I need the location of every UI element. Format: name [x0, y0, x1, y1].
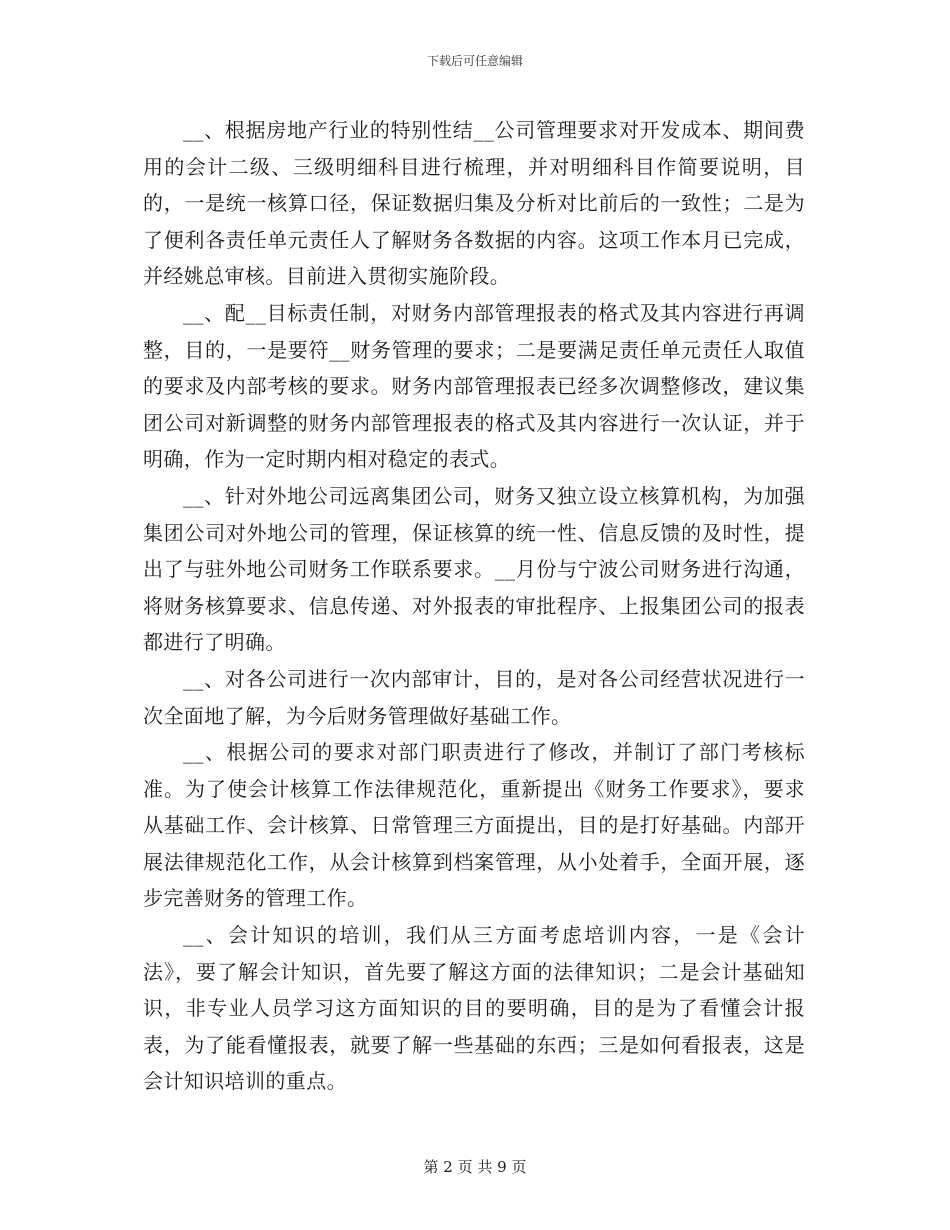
page-footer: 第 2 页 共 9 页 [423, 1158, 527, 1176]
document-body [143, 112, 805, 1100]
paragraph-2: __、配__目标责任制，对财务内部管理报表的格式及其内容进行再调整，目的，一是要符__财务管理的要求；二是要满足责任单元责任人取值的要求及内部考核的要求。财务内部管理报表已经多次调整修改，建议集团公司对新调整的财务内部管理报表的格式及其内容进行一次认证，并于明确，作为一定时期内相对稳定的表式。 [143, 300, 805, 472]
paragraph-4: __、对各公司进行一次内部审计，目的，是对各公司经营状况进行一次全面地了解，为今后财务管理做好基础工作。 [143, 666, 805, 728]
paragraph-1: __、根据房地产行业的特别性结__公司管理要求对开发成本、期间费用的会计二级、三级明细科目进行梳理，并对明细科目作简要说明，目的，一是统一核算口径，保证数据归集及分析对比前后的一致性；二是为了便利各责任单元责任人了解财务各数据的内容。这项工作本月已完成，并经姚总审核。目前进入贯彻实施阶段。 [143, 118, 805, 289]
paragraph-3: __、针对外地公司远离集团公司，财务又独立设立核算机构，为加强集团公司对外地公司的管理，保证核算的统一性、信息反馈的及时性，提出了与驻外地公司财务工作联系要求。__月份与宁波公司财务进行沟通，将财务核算要求、信息传递、对外报表的审批程序、上报集团公司的报表都进行了明确。 [143, 483, 805, 655]
page-header: 下载后可任意编辑 [426, 54, 523, 68]
paragraph-5: __、根据公司的要求对部门职责进行了修改，并制订了部门考核标准。为了使会计核算工作法律规范化，重新提出《财务工作要求》，要求从基础工作、会计核算、日常管理三方面提出，目的是打好基础。内部开展法律规范化工作，从会计核算到档案管理，从小处着手，全面开展，逐步完善财务的管理工作。 [143, 740, 805, 911]
paragraph-6: __、会计知识的培训，我们从三方面考虑培训内容，一是《会计法》，要了解会计知识，首先要了解这方面的法律知识；二是会计基础知识，非专业人员学习这方面知识的目的要明确，目的是为了看懂会计报表，为了能看懂报表，就要了解一些基础的东西；三是如何看报表，这是会计知识培训的重点。 [143, 923, 805, 1094]
